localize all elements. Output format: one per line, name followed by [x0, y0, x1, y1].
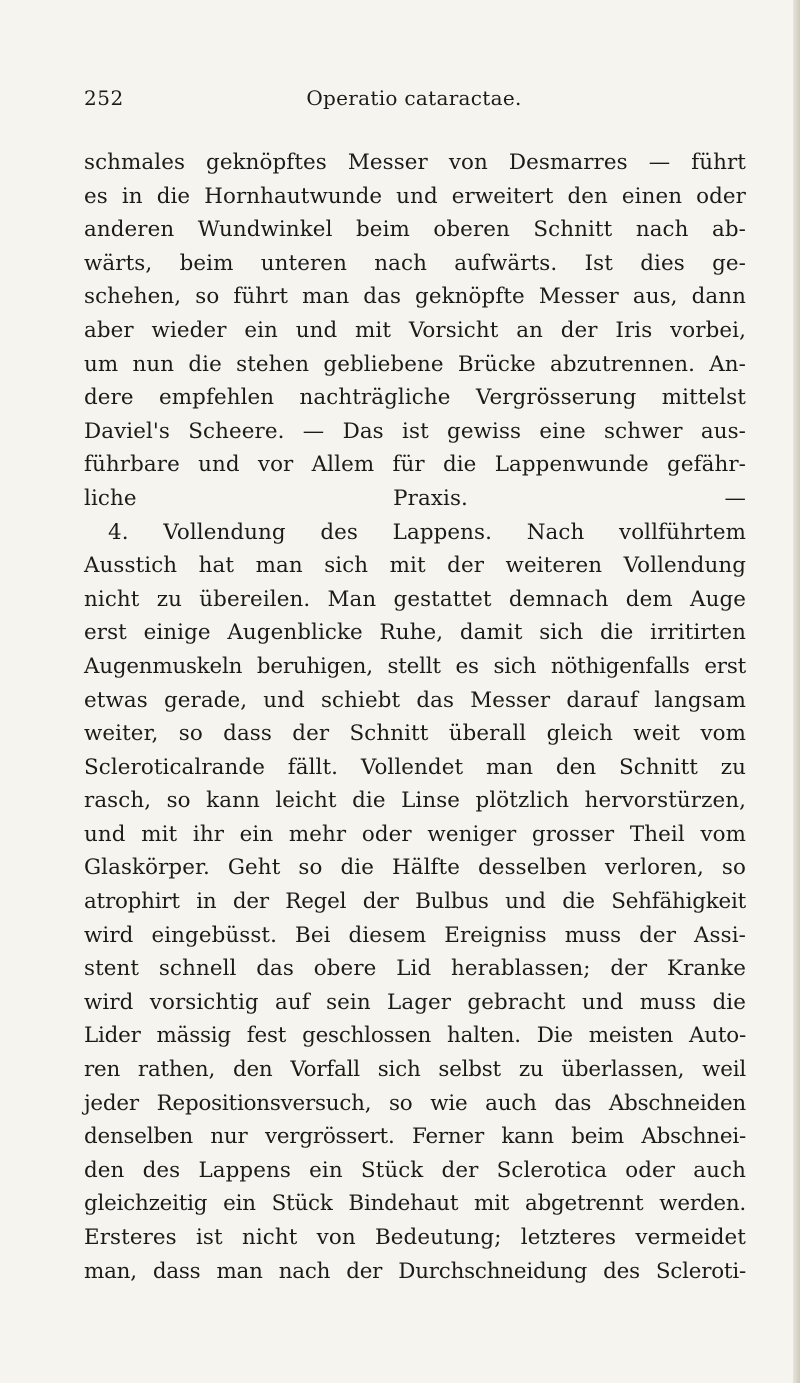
text-line: es in die Hornhautwunde und erweitert den einen oder [84, 183, 746, 209]
text-line: Ersteres ist nicht von Bedeutung; letzteres vermeidet [84, 1225, 746, 1250]
text-line: schmales geknöpftes Messer von Desmarres — führt [84, 150, 746, 175]
text-line: wärts, beim unteren nach aufwärts. Ist dies ge- [84, 250, 746, 276]
text-line: Scleroticalrande fällt. Vollendet man den Schnitt zu [84, 754, 746, 780]
running-title: Operatio cataractae. [306, 86, 522, 110]
text-line: erst einige Augenblicke Ruhe, damit sich die irritirten [84, 620, 746, 646]
text-line: schehen, so führt man das geknöpfte Messer aus, dann [84, 284, 746, 310]
text-line: Glaskörper. Geht so die Hälfte desselben verloren, so [84, 855, 746, 881]
text-line: nicht zu übereilen. Man gestattet demnach dem Auge [84, 586, 746, 612]
text-line: Augenmuskeln beruhigen, stellt es sich nöthigenfalls erst [84, 653, 746, 679]
text-line: aber wieder ein und mit Vorsicht an der Iris vorbei, [84, 317, 746, 343]
text-line: 4. Vollendung des Lappens. Nach vollführtem [108, 519, 746, 545]
text-line: gleichzeitig ein Stück Bindehaut mit abgetrennt werden. [84, 1191, 746, 1217]
text-line: jeder Repositionsversuch, so wie auch das Abschneiden [84, 1090, 746, 1116]
page-edge-shadow [793, 0, 800, 1383]
text-line: man, dass man nach der Durchschneidung des Scleroti- [84, 1258, 746, 1284]
text-line: führbare und vor Allem für die Lappenwunde gefähr- [84, 452, 746, 478]
text-line: um nun die stehen gebliebene Brücke abzutrennen. An- [84, 351, 746, 377]
text-line: Lider mässig fest geschlossen halten. Die meisten Auto- [84, 1023, 746, 1049]
text-line: Daviel's Scheere. — Das ist gewiss eine schwer aus- [84, 418, 746, 444]
text-line: rasch, so kann leicht die Linse plötzlich hervorstürzen, [84, 788, 746, 814]
text-line: Ausstich hat man sich mit der weiteren Vollendung [84, 553, 746, 579]
text-line: ren rathen, den Vorfall sich selbst zu überlassen, weil [84, 1057, 746, 1083]
text-line: denselben nur vergrössert. Ferner kann beim Abschnei- [84, 1124, 746, 1150]
text-line: dere empfehlen nachträgliche Vergrösserung mittelst [84, 385, 746, 411]
text-line: atrophirt in der Regel der Bulbus und die Sehfähigkeit [84, 889, 746, 915]
text-line: liche Praxis. — [84, 485, 746, 511]
text-line: und mit ihr ein mehr oder weniger grosser Theil vom [84, 821, 746, 847]
text-line: wird vorsichtig auf sein Lager gebracht und muss die [84, 989, 746, 1015]
text-line: weiter, so dass der Schnitt überall gleich weit vom [84, 721, 746, 747]
text-line: stent schnell das obere Lid herablassen; der Kranke [84, 956, 746, 982]
page-header [84, 86, 744, 116]
body-text [84, 146, 746, 1288]
text-line: den des Lappens ein Stück der Sclerotica oder auch [84, 1157, 746, 1183]
text-line: etwas gerade, und schiebt das Messer darauf langsam [84, 687, 746, 713]
text-line: anderen Wundwinkel beim oberen Schnitt nach ab- [84, 217, 746, 243]
text-line: wird eingebüsst. Bei diesem Ereigniss muss der Assi- [84, 922, 746, 948]
page-number: 252 [84, 86, 124, 110]
